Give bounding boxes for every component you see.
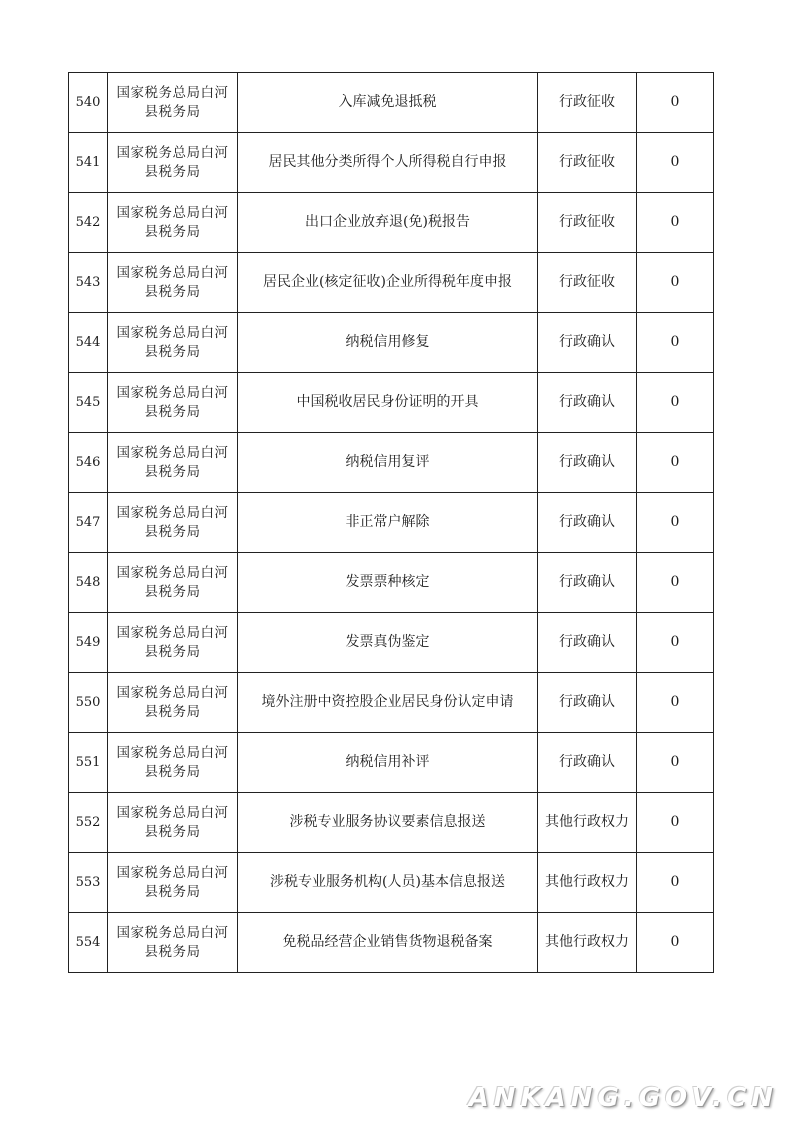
category-cell: 行政确认 [538, 433, 637, 493]
table-row [69, 193, 714, 253]
count-cell: 0 [637, 733, 714, 793]
agency-cell: 国家税务总局白河县税务局 [108, 913, 238, 973]
category-cell: 行政征收 [538, 73, 637, 133]
agency-cell: 国家税务总局白河县税务局 [108, 733, 238, 793]
table-row [69, 133, 714, 193]
row-number-cell: 548 [69, 553, 108, 613]
table-row [69, 553, 714, 613]
count-cell: 0 [637, 913, 714, 973]
count-cell: 0 [637, 613, 714, 673]
table-row [69, 73, 714, 133]
item-name-cell: 居民企业(核定征收)企业所得税年度申报 [238, 253, 538, 313]
count-cell: 0 [637, 433, 714, 493]
table-row [69, 793, 714, 853]
row-number-cell: 541 [69, 133, 108, 193]
row-number-cell: 540 [69, 73, 108, 133]
row-number-cell: 546 [69, 433, 108, 493]
table-row [69, 613, 714, 673]
item-name-cell: 涉税专业服务机构(人员)基本信息报送 [238, 853, 538, 913]
category-cell: 其他行政权力 [538, 853, 637, 913]
agency-cell: 国家税务总局白河县税务局 [108, 793, 238, 853]
count-cell: 0 [637, 313, 714, 373]
row-number-cell: 550 [69, 673, 108, 733]
table-row [69, 373, 714, 433]
count-cell: 0 [637, 193, 714, 253]
category-cell: 行政确认 [538, 613, 637, 673]
category-cell: 行政确认 [538, 673, 637, 733]
count-cell: 0 [637, 553, 714, 613]
item-name-cell: 发票真伪鉴定 [238, 613, 538, 673]
category-cell: 行政确认 [538, 553, 637, 613]
count-cell: 0 [637, 493, 714, 553]
count-cell: 0 [637, 673, 714, 733]
table-row [69, 853, 714, 913]
row-number-cell: 549 [69, 613, 108, 673]
table-row [69, 673, 714, 733]
table-row [69, 313, 714, 373]
row-number-cell: 547 [69, 493, 108, 553]
agency-cell: 国家税务总局白河县税务局 [108, 433, 238, 493]
row-number-cell: 544 [69, 313, 108, 373]
count-cell: 0 [637, 373, 714, 433]
agency-cell: 国家税务总局白河县税务局 [108, 133, 238, 193]
agency-cell: 国家税务总局白河县税务局 [108, 193, 238, 253]
category-cell: 行政征收 [538, 253, 637, 313]
item-name-cell: 入库减免退抵税 [238, 73, 538, 133]
row-number-cell: 545 [69, 373, 108, 433]
item-name-cell: 纳税信用修复 [238, 313, 538, 373]
row-number-cell: 551 [69, 733, 108, 793]
agency-cell: 国家税务总局白河县税务局 [108, 853, 238, 913]
category-cell: 行政确认 [538, 733, 637, 793]
agency-cell: 国家税务总局白河县税务局 [108, 673, 238, 733]
agency-cell: 国家税务总局白河县税务局 [108, 493, 238, 553]
category-cell: 行政确认 [538, 373, 637, 433]
agency-cell: 国家税务总局白河县税务局 [108, 373, 238, 433]
count-cell: 0 [637, 73, 714, 133]
table-row [69, 733, 714, 793]
row-number-cell: 542 [69, 193, 108, 253]
agency-cell: 国家税务总局白河县税务局 [108, 613, 238, 673]
category-cell: 行政征收 [538, 193, 637, 253]
category-cell: 行政确认 [538, 493, 637, 553]
category-cell: 行政征收 [538, 133, 637, 193]
item-name-cell: 居民其他分类所得个人所得税自行申报 [238, 133, 538, 193]
item-name-cell: 涉税专业服务协议要素信息报送 [238, 793, 538, 853]
count-cell: 0 [637, 853, 714, 913]
table-row [69, 433, 714, 493]
row-number-cell: 554 [69, 913, 108, 973]
item-name-cell: 纳税信用补评 [238, 733, 538, 793]
category-cell: 其他行政权力 [538, 793, 637, 853]
table-row [69, 493, 714, 553]
agency-cell: 国家税务总局白河县税务局 [108, 253, 238, 313]
agency-cell: 国家税务总局白河县税务局 [108, 313, 238, 373]
records-table-body [69, 73, 714, 973]
agency-cell: 国家税务总局白河县税务局 [108, 73, 238, 133]
item-name-cell: 非正常户解除 [238, 493, 538, 553]
count-cell: 0 [637, 133, 714, 193]
item-name-cell: 纳税信用复评 [238, 433, 538, 493]
category-cell: 其他行政权力 [538, 913, 637, 973]
category-cell: 行政确认 [538, 313, 637, 373]
item-name-cell: 免税品经营企业销售货物退税备案 [238, 913, 538, 973]
row-number-cell: 553 [69, 853, 108, 913]
item-name-cell: 发票票种核定 [238, 553, 538, 613]
records-table [68, 72, 714, 973]
table-row [69, 253, 714, 313]
item-name-cell: 中国税收居民身份证明的开具 [238, 373, 538, 433]
item-name-cell: 出口企业放弃退(免)税报告 [238, 193, 538, 253]
count-cell: 0 [637, 793, 714, 853]
count-cell: 0 [637, 253, 714, 313]
row-number-cell: 543 [69, 253, 108, 313]
row-number-cell: 552 [69, 793, 108, 853]
item-name-cell: 境外注册中资控股企业居民身份认定申请 [238, 673, 538, 733]
watermark-logo: ANKANG.GOV.CN [468, 1083, 778, 1113]
table-row [69, 913, 714, 973]
agency-cell: 国家税务总局白河县税务局 [108, 553, 238, 613]
